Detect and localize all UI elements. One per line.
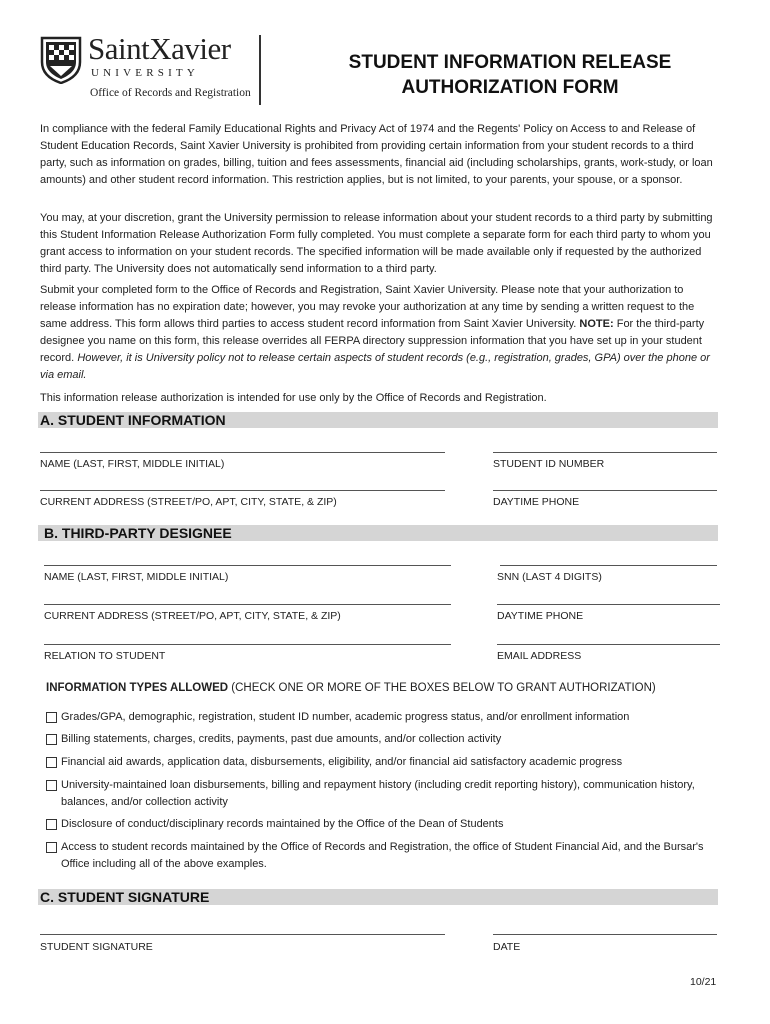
- information-types-instruction: (CHECK ONE OR MORE OF THE BOXES BELOW TO GRANT AUTHORIZATION): [228, 682, 656, 694]
- student-address-field[interactable]: [40, 490, 445, 491]
- information-types-title: INFORMATION TYPES ALLOWED: [46, 682, 229, 694]
- info-option-label: Billing statements, charges, credits, payments, past due amounts, and/or collection activity: [61, 733, 502, 745]
- designee-email-label: EMAIL ADDRESS: [497, 650, 582, 662]
- designee-phone-label: DAYTIME PHONE: [497, 610, 584, 622]
- info-option-checkbox[interactable]: [46, 780, 57, 791]
- designee-ssn-field[interactable]: [500, 565, 717, 566]
- info-option-row: [46, 839, 726, 873]
- designee-phone-field[interactable]: [497, 604, 720, 605]
- section-a-title: A. STUDENT INFORMATION: [40, 412, 226, 428]
- university-name: SaintXavier: [88, 31, 231, 66]
- designee-name-field[interactable]: [44, 565, 451, 566]
- designee-ssn-label: SNN (LAST 4 DIGITS): [497, 571, 602, 583]
- designee-address-field[interactable]: [44, 604, 451, 605]
- designee-address-label: CURRENT ADDRESS (STREET/PO, APT, CITY, STATE, & ZIP): [44, 610, 341, 622]
- info-option-row: [46, 816, 726, 833]
- intro-paragraph-4: This information release authorization is intended for use only by the Office of Records and Registration.: [40, 392, 547, 404]
- information-types-heading: [46, 682, 656, 694]
- info-option-checkbox[interactable]: [46, 734, 57, 745]
- university-shield-logo-icon: [40, 36, 82, 84]
- info-option-checkbox[interactable]: [46, 819, 57, 830]
- header-divider: [259, 35, 261, 105]
- info-option-label: Financial aid awards, application data, disbursements, eligibility, and/or financial aid satisfactory academic progress: [61, 756, 623, 768]
- info-option-row: [46, 777, 726, 811]
- student-signature-label: STUDENT SIGNATURE: [40, 941, 153, 953]
- intro-paragraph-3: [40, 282, 720, 384]
- info-option-label: University-maintained loan disbursements, billing and repayment history (including credit reporting history), communication history, balances, and/or collection activity: [61, 779, 695, 808]
- form-revision: 10/21: [690, 976, 717, 988]
- form-title-line-1: STUDENT INFORMATION RELEASE: [348, 52, 672, 73]
- info-option-checkbox[interactable]: [46, 712, 57, 723]
- student-phone-field[interactable]: [493, 490, 717, 491]
- office-name: Office of Records and Registration: [90, 87, 251, 99]
- info-option-label: Access to student records maintained by the Office of Records and Registration, the office of Student Financial Aid, and the Bursar's Office including all of the above examples.: [61, 841, 704, 870]
- info-option-row: [46, 709, 726, 726]
- designee-relation-label: RELATION TO STUDENT: [44, 650, 166, 662]
- signature-date-label: DATE: [493, 941, 521, 953]
- section-b-title: B. THIRD-PARTY DESIGNEE: [44, 525, 232, 541]
- university-subtitle: UNIVERSITY: [91, 67, 199, 79]
- student-id-label: STUDENT ID NUMBER: [493, 458, 605, 470]
- student-id-field[interactable]: [493, 452, 717, 453]
- student-name-label: NAME (LAST, FIRST, MIDDLE INITIAL): [40, 458, 225, 470]
- designee-name-label: NAME (LAST, FIRST, MIDDLE INITIAL): [44, 571, 229, 583]
- info-option-label: Grades/GPA, demographic, registration, student ID number, academic progress status, and/or enrollment information: [61, 711, 630, 723]
- info-option-row: [46, 754, 726, 771]
- info-option-row: [46, 731, 726, 748]
- info-option-label: Disclosure of conduct/disciplinary records maintained by the Office of the Dean of Students: [61, 818, 504, 830]
- section-c-title: C. STUDENT SIGNATURE: [40, 889, 210, 905]
- designee-relation-field[interactable]: [44, 644, 451, 645]
- intro-paragraph-3-policy: However, it is University policy not to release certain aspects of student records (e.g., registration, grades, GPA) over the phone or via email.: [40, 352, 710, 381]
- student-name-field[interactable]: [40, 452, 445, 453]
- student-signature-field[interactable]: [40, 934, 445, 935]
- intro-paragraph-2: You may, at your discretion, grant the University permission to release information about your student records to a third party by submitting this Student Information Release Authorization Form fully completed. You must complete a separate form for each third party to whom you grant access to information on your student records. The specified information will be made available only if requested by the authorized third party. The University does not automatically send information to a third party.: [40, 212, 713, 275]
- intro-paragraph-1: In compliance with the federal Family Educational Rights and Privacy Act of 1974 and the Regents' Policy on Access to and Release of Student Education Records, Saint Xavier University is prohibited from providing certain information from your student records to a third party, such as information on grades, billing, tuition and fees assessments, financial aid (including scholarships, grants, work-study, or loan amounts) and other student record information. This restriction applies, but is not limited, to your parents, your spouse, or a sponsor.: [40, 123, 713, 186]
- student-address-label: CURRENT ADDRESS (STREET/PO, APT, CITY, STATE, & ZIP): [40, 496, 337, 508]
- form-title: [300, 50, 720, 100]
- signature-date-field[interactable]: [493, 934, 717, 935]
- student-phone-label: DAYTIME PHONE: [493, 496, 580, 508]
- form-title-line-2: AUTHORIZATION FORM: [401, 77, 619, 98]
- intro-paragraph-3-note: For the third-party designee you name on this form, this release overrides all FERPA directory suppression information that you have set up in your student record.: [40, 318, 705, 364]
- info-option-checkbox[interactable]: [46, 842, 57, 853]
- info-option-checkbox[interactable]: [46, 757, 57, 768]
- designee-email-field[interactable]: [497, 644, 720, 645]
- note-label: NOTE:: [579, 318, 614, 330]
- intro-paragraph-3-main: Submit your completed form to the Office of Records and Registration, Saint Xavier University. Please note that your authorization to release information has no expiration date; however, you may revoke your authorization at any time by sending a written request to the same address. This form allows third parties to access student record information from Saint Xavier University.: [40, 284, 695, 330]
